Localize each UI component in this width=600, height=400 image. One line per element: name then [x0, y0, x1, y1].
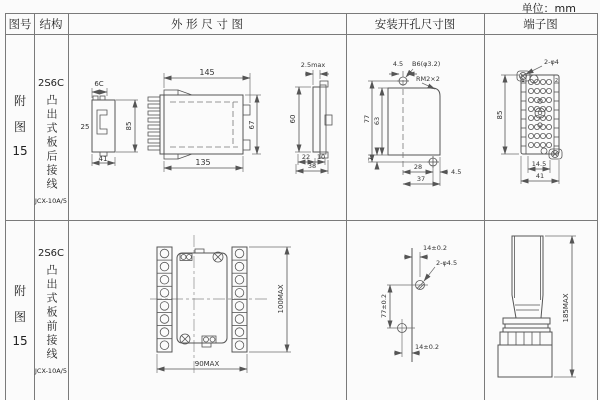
dim-height-bottom: 7	[367, 156, 375, 162]
dim-terminal-145: 14.5	[531, 160, 547, 168]
side-profile-small	[81, 80, 138, 166]
terminal-block	[517, 71, 562, 159]
row-divider	[6, 220, 597, 221]
side-view-main	[148, 68, 261, 172]
dim-main-right: 67	[248, 120, 256, 130]
dim-mount-bottom: 14±0.2	[415, 343, 440, 351]
label-terminal-holes: 2-φ4	[544, 58, 559, 66]
dim-small-right: 85	[125, 121, 133, 131]
terminal-no-2: 2	[554, 78, 559, 84]
label-hole-spec: B6(φ3.2)	[412, 60, 441, 68]
dim-offset-right: 4.5	[451, 168, 462, 176]
outline-drawing-row1	[80, 55, 345, 219]
header-mounting: 安装开孔尺寸图	[374, 17, 456, 31]
fig-char: 附	[13, 94, 26, 108]
structure-desc: 凸出式板后接线	[45, 94, 58, 192]
structure-code: JCX-10A/5	[35, 367, 67, 375]
header-divider	[6, 34, 597, 35]
rear-view	[289, 61, 332, 174]
label-mount-hole: 2-φ4.5	[436, 259, 458, 267]
dim-small-bottom: 41	[98, 155, 108, 163]
fig-char: 图	[13, 120, 26, 134]
dim-front-width: 90MAX	[194, 360, 220, 368]
fig-char: 图	[13, 310, 26, 324]
front-view	[157, 247, 247, 352]
structure-model: 2S6C	[37, 248, 65, 259]
mounting-drawing-row2	[360, 240, 485, 370]
structure-row2	[34, 220, 68, 400]
dim-offset-top: 4.5	[392, 60, 404, 68]
col-divider-2	[68, 14, 69, 400]
header-fig-no: 图号	[8, 17, 32, 31]
dim-front-height: 100MAX	[277, 284, 285, 314]
dim-rear-left: 60	[289, 114, 297, 124]
relay-profile	[498, 236, 552, 377]
dim-small-top: 6C	[94, 80, 104, 88]
header-terminal: 端子图	[523, 17, 558, 31]
fig-label-row2	[6, 220, 34, 400]
fig-number: 15	[12, 334, 28, 348]
header-outline: 外 形 尺 寸 图	[170, 17, 244, 31]
dim-mount-top: 14±0.2	[423, 244, 448, 252]
terminal-no-1: 1	[521, 78, 525, 84]
dim-rear-10: 10	[316, 153, 326, 161]
label-corner-spec: RM2×2	[416, 75, 440, 83]
dim-width-inner: 28	[413, 163, 423, 171]
fig-number: 15	[12, 144, 28, 158]
outline-drawing-row2	[145, 228, 310, 390]
dim-rear-38: 38	[307, 162, 317, 170]
dim-width-outer: 37	[416, 175, 426, 183]
dim-height-outer: 77	[363, 114, 371, 124]
dim-main-bottom: 135	[195, 158, 211, 167]
unit-note: 单位：mm	[521, 2, 576, 15]
terminal-drawing-row2	[490, 228, 598, 390]
structure-code: JCX-10A/5	[35, 197, 67, 205]
structure-model: 2S6C	[37, 78, 65, 89]
dim-profile-height: 185MAX	[562, 293, 570, 323]
terminal-drawing-row1	[488, 55, 598, 205]
dim-small-left: 25	[80, 123, 90, 131]
dim-terminal-85: 85	[496, 110, 504, 120]
structure-desc: 凸出式板前接线	[45, 264, 58, 362]
dim-rear-22: 22	[301, 153, 311, 161]
dim-height-inner: 63	[373, 116, 381, 126]
dim-rear-top: 2.5max	[300, 61, 326, 69]
header-structure: 结构	[39, 17, 63, 31]
dim-main-top: 145	[199, 68, 215, 77]
mounting-drawing-row1	[360, 55, 480, 205]
fig-char: 附	[13, 284, 26, 298]
dim-terminal-41: 41	[535, 172, 545, 180]
dim-mount-height: 77±0.2	[380, 293, 388, 319]
col-divider-3	[346, 14, 347, 400]
